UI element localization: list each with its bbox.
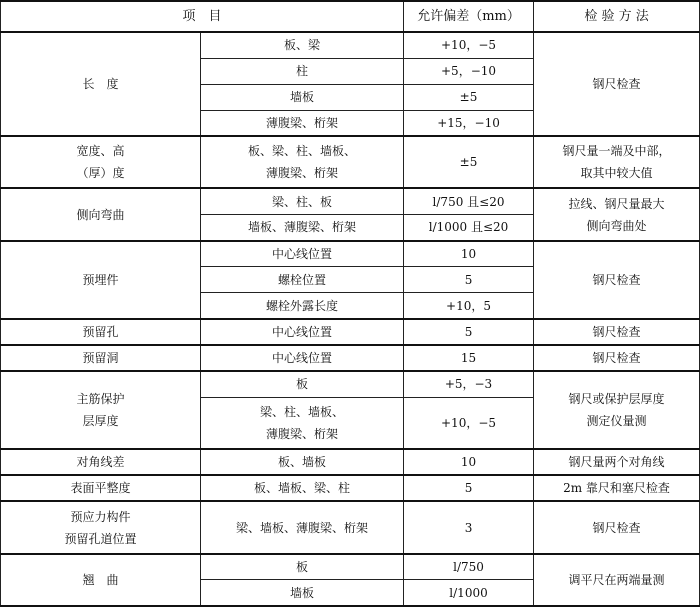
header-method: 检 验 方 法 <box>534 1 700 32</box>
sub-item: 中心线位置 <box>201 345 404 371</box>
check-method: 拉线、钢尺量最大 侧向弯曲处 <box>534 188 700 240</box>
sub-item: 板、梁 <box>201 32 404 58</box>
sub-item: 螺栓位置 <box>201 267 404 293</box>
sub-item: 板、墙板 <box>201 449 404 475</box>
header-row <box>1 1 700 32</box>
table-row <box>1 32 700 58</box>
sub-item: 板 <box>201 554 404 580</box>
tolerance-value: +15，−10 <box>404 110 534 136</box>
item-label: 预留孔 <box>1 319 201 345</box>
item-label: 宽度、高 （厚）度 <box>1 136 201 188</box>
tolerance-value: l/750 且≤20 <box>404 188 534 214</box>
sub-item: 薄腹梁、桁架 <box>201 110 404 136</box>
sub-item: 墙板、薄腹梁、桁架 <box>201 215 404 241</box>
item-label: 主筋保护 层厚度 <box>1 371 201 449</box>
item-label: 预应力构件 预留孔道位置 <box>1 501 201 553</box>
tolerance-value: +5，−3 <box>404 371 534 397</box>
table-row <box>1 319 700 345</box>
sub-item: 梁、柱、墙板、 薄腹梁、桁架 <box>201 397 404 449</box>
item-label: 侧向弯曲 <box>1 188 201 240</box>
sub-item: 板、梁、柱、墙板、 薄腹梁、桁架 <box>201 136 404 188</box>
table-row <box>1 241 700 267</box>
item-label: 表面平整度 <box>1 475 201 501</box>
tolerance-value: +5，−10 <box>404 58 534 84</box>
tolerance-value: 10 <box>404 449 534 475</box>
header-tolerance: 允许偏差（mm） <box>404 1 534 32</box>
check-method: 钢尺检查 <box>534 241 700 319</box>
check-method: 钢尺量一端及中部， 取其中较大值 <box>534 136 700 188</box>
check-method: 钢尺检查 <box>534 501 700 553</box>
table-row <box>1 449 700 475</box>
item-label: 长 度 <box>1 32 201 136</box>
table-row <box>1 501 700 553</box>
tolerance-value: l/1000 <box>404 580 534 606</box>
sub-item: 梁、墙板、薄腹梁、桁架 <box>201 501 404 553</box>
tolerance-value: 15 <box>404 345 534 371</box>
check-method: 钢尺检查 <box>534 345 700 371</box>
sub-item: 柱 <box>201 58 404 84</box>
tolerance-value: l/750 <box>404 554 534 580</box>
tolerance-value: +10，−5 <box>404 397 534 449</box>
check-method: 钢尺或保护层厚度 测定仪量测 <box>534 371 700 449</box>
item-label: 预留洞 <box>1 345 201 371</box>
table-row <box>1 136 700 188</box>
sub-item: 墙板 <box>201 84 404 110</box>
check-method: 钢尺检查 <box>534 32 700 136</box>
sub-item: 墙板 <box>201 580 404 606</box>
sub-item: 板、墙板、梁、柱 <box>201 475 404 501</box>
sub-item: 中心线位置 <box>201 319 404 345</box>
check-method: 钢尺检查 <box>534 319 700 345</box>
sub-item: 板 <box>201 371 404 397</box>
tolerance-value: 5 <box>404 475 534 501</box>
item-label: 对角线差 <box>1 449 201 475</box>
tolerance-value: +10，5 <box>404 293 534 319</box>
item-label: 翘 曲 <box>1 554 201 606</box>
tolerance-value: 10 <box>404 241 534 267</box>
sub-item: 梁、柱、板 <box>201 188 404 214</box>
table-row <box>1 475 700 501</box>
tolerance-value: +10，−5 <box>404 32 534 58</box>
sub-item: 中心线位置 <box>201 241 404 267</box>
item-label: 预埋件 <box>1 241 201 319</box>
tolerance-value: ±5 <box>404 84 534 110</box>
table-row <box>1 345 700 371</box>
tolerance-value: 5 <box>404 319 534 345</box>
tolerance-value: 5 <box>404 267 534 293</box>
sub-item: 螺栓外露长度 <box>201 293 404 319</box>
check-method: 2m 靠尺和塞尺检查 <box>534 475 700 501</box>
table-row <box>1 188 700 214</box>
tolerance-value: ±5 <box>404 136 534 188</box>
check-method: 钢尺量两个对角线 <box>534 449 700 475</box>
tolerance-value: 3 <box>404 501 534 553</box>
table-row <box>1 371 700 397</box>
tolerance-value: l/1000 且≤20 <box>404 215 534 241</box>
check-method: 调平尺在两端量测 <box>534 554 700 606</box>
table-row <box>1 554 700 580</box>
header-item: 项 目 <box>1 1 404 32</box>
